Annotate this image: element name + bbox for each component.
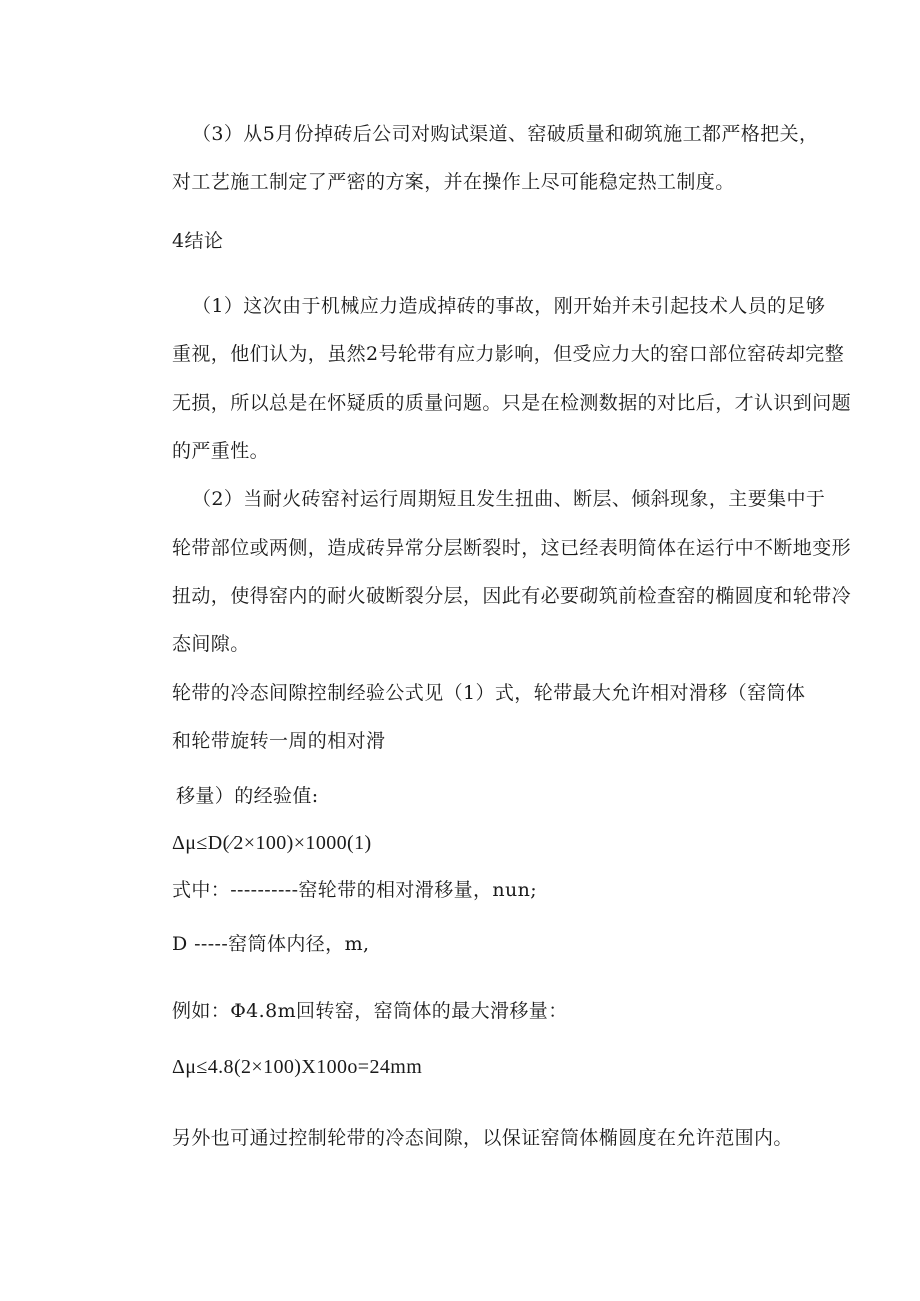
conclusion-2-line-1: （2）当耐火砖窑衬运行周期短且发生扭曲、断层、倾斜现象，主要集中于 xyxy=(192,488,826,510)
formula-intro-line-3: 移量）的经验值: xyxy=(176,785,319,807)
formula-where-line-2: D -----窑筒体内径，m, xyxy=(172,933,370,955)
formula-intro-line-2: 和轮带旋转一周的相对滑 xyxy=(172,730,386,752)
conclusion-1-line-2: 重视，他们认为，虽然2号轮带有应力影响，但受应力大的窑口部位窑砖却完整 xyxy=(172,343,845,365)
formula-intro-line-1: 轮带的冷态间隙控制经验公式见（1）式，轮带最大允许相对滑移（窑筒体 xyxy=(172,682,806,704)
section-title: 4结论 xyxy=(172,230,224,252)
formula-where-line-1: 式中：----------窑轮带的相对滑移量，nun; xyxy=(172,879,538,901)
conclusion-1-line-3: 无损，所以总是在怀疑质的质量问题。只是在检测数据的对比后，才认识到问题 xyxy=(172,392,852,414)
closing-paragraph: 另外也可通过控制轮带的冷态间隙，以保证窑筒体椭圆度在允许范围内。 xyxy=(172,1127,793,1149)
paragraph-3-line-2: 对工艺施工制定了严密的方案，并在操作上尽可能稳定热工制度。 xyxy=(172,171,735,193)
formula: Δμ≤D(⁄2×100)×1000(1) xyxy=(172,832,372,854)
example-line: 例如：Φ4.8m回转窑，窑筒体的最大滑移量： xyxy=(172,1000,568,1022)
conclusion-2-line-4: 态间隙。 xyxy=(172,633,250,655)
example-result: Δμ≤4.8(2×100)X100o=24mm xyxy=(172,1056,423,1078)
conclusion-2-line-3: 扭动，使得窑内的耐火破断裂分层，因此有必要砌筑前检查窑的椭圆度和轮带冷 xyxy=(172,585,852,607)
conclusion-1-line-1: （1）这次由于机械应力造成掉砖的事故，刚开始并未引起技术人员的足够 xyxy=(192,295,826,317)
conclusion-1-line-4: 的严重性。 xyxy=(172,440,270,462)
paragraph-3-line-1: （3）从5月份掉砖后公司对购试渠道、窑破质量和砌筑施工都严格把关， xyxy=(192,123,819,145)
conclusion-2-line-2: 轮带部位或两侧，造成砖异常分层断裂时，这已经表明简体在运行中不断地变形 xyxy=(172,537,852,559)
